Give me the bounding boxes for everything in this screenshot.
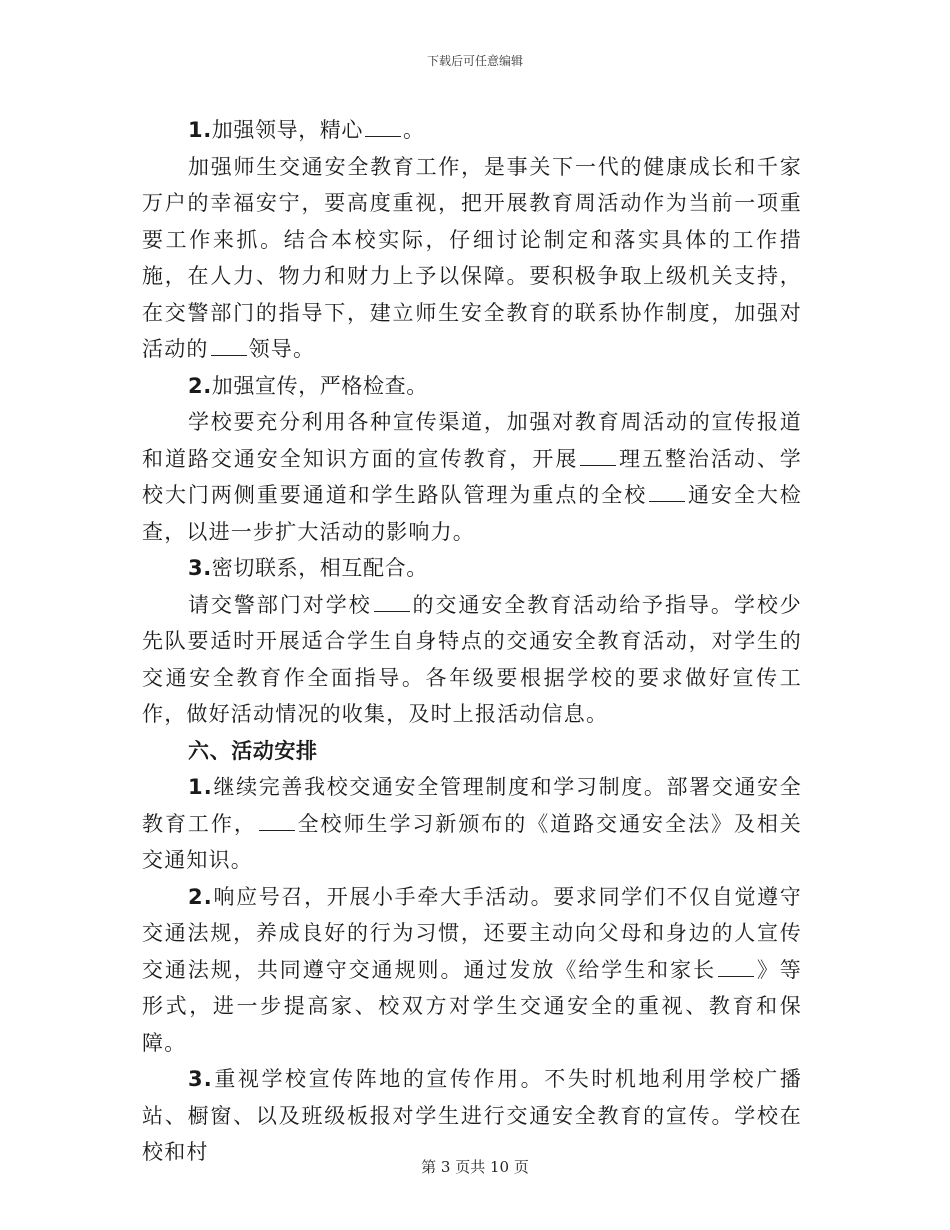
- paragraph-text: 》等形式，进一步提高家、校双方对学生交通安全的重视、教育和保障。: [142, 957, 803, 1055]
- paragraph-cooperation: [142, 587, 802, 733]
- item-heading-text: 密切联系，相互配合。: [211, 556, 428, 580]
- paragraph-text: 学校要充分利用各种宣传渠道，加强对教育周活动的宣传报道和道路交通安全知识方面的宣传教育，开展: [142, 410, 802, 471]
- item-heading-3: [142, 550, 802, 587]
- item-number: 2.: [188, 884, 213, 909]
- blank-gap: [374, 593, 410, 612]
- blank-gap: [649, 483, 685, 502]
- blank-gap: [365, 118, 401, 137]
- paragraph-text: 继续完善我校交通安全管理制度和学习制度。部署交通安全教育工作，: [142, 775, 802, 836]
- blank-gap: [580, 447, 616, 466]
- page-header: 下载后可任意编辑: [426, 54, 523, 68]
- section-heading-activities: 六、活动安排: [188, 738, 318, 763]
- item-heading-text: 加强领导，精心: [211, 118, 363, 142]
- paragraph-text: 响应号召，开展小手牵大手活动。要求同学们不仅自觉遵守交通法规，养成良好的行为习惯，还要主动向父母和身边的人宣传交通法规，共同遵守交通规则。通过发放《给学生和家长: [142, 884, 802, 982]
- paragraph-leadership: [142, 149, 802, 368]
- item-heading-text: 加强宣传，严格检查。: [211, 373, 428, 398]
- blank-gap: [211, 337, 247, 356]
- paragraph-text: 重视学校宣传阵地的宣传作用。不失时机地利用学校广播站、橱窗、以及班级板报对学生进行交通安全教育的宣传。学校在校和村: [142, 1067, 802, 1164]
- item-number: 3.: [188, 1067, 213, 1091]
- item-number: 1.: [188, 118, 212, 142]
- blank-gap: [259, 812, 295, 831]
- page-footer: 第 3 页共 10 页: [421, 1158, 529, 1176]
- paragraph-text: 请交警部门对学校: [188, 592, 372, 617]
- item-number: 3.: [188, 556, 212, 580]
- paragraph-text: 通安全大检查，以进一步扩大活动的影响力。: [142, 483, 803, 544]
- item-number: 2.: [188, 373, 212, 398]
- paragraph-activity-3: [142, 1061, 802, 1171]
- paragraph-text: 加强师生交通安全教育工作，是事关下一代的健康成长和千家万户的幸福安宁，要高度重视，把开展教育周活动作为当前一项重要工作来抓。结合本校实际，仔细讨论制定和落实具体的工作措施，在人力、物力和财力上予以保障。要积极争取上级机关支持，在交警部门的指导下，建立师生安全教育的联系协作制度，加强对活动的: [142, 154, 802, 361]
- item-heading-1: [142, 112, 802, 149]
- paragraph-activity-1: [142, 769, 802, 879]
- paragraph-activity-2: [142, 879, 802, 1062]
- document-body: [142, 112, 802, 1171]
- blank-gap: [718, 958, 754, 977]
- item-heading-end: 。: [403, 118, 425, 142]
- item-heading-2: [142, 368, 802, 405]
- paragraph-text: 全校师生学习新颁布的《道路交通安全法》及相关交通知识。: [142, 811, 803, 872]
- paragraph-text: 的交通安全教育活动给予指导。学校少先队要适时开展适合学生自身特点的交通安全教育活动，对学生的交通安全教育作全面指导。各年级要根据学校的要求做好宣传工作，做好活动情况的收集，及时上报活动信息。: [142, 592, 802, 726]
- paragraph-text: 理五整治活动、学校大门两侧重要通道和学生路队管理为重点的全校: [142, 446, 802, 507]
- paragraph-publicity: [142, 404, 802, 550]
- item-number: 1.: [188, 775, 213, 799]
- paragraph-text: 领导。: [248, 337, 316, 361]
